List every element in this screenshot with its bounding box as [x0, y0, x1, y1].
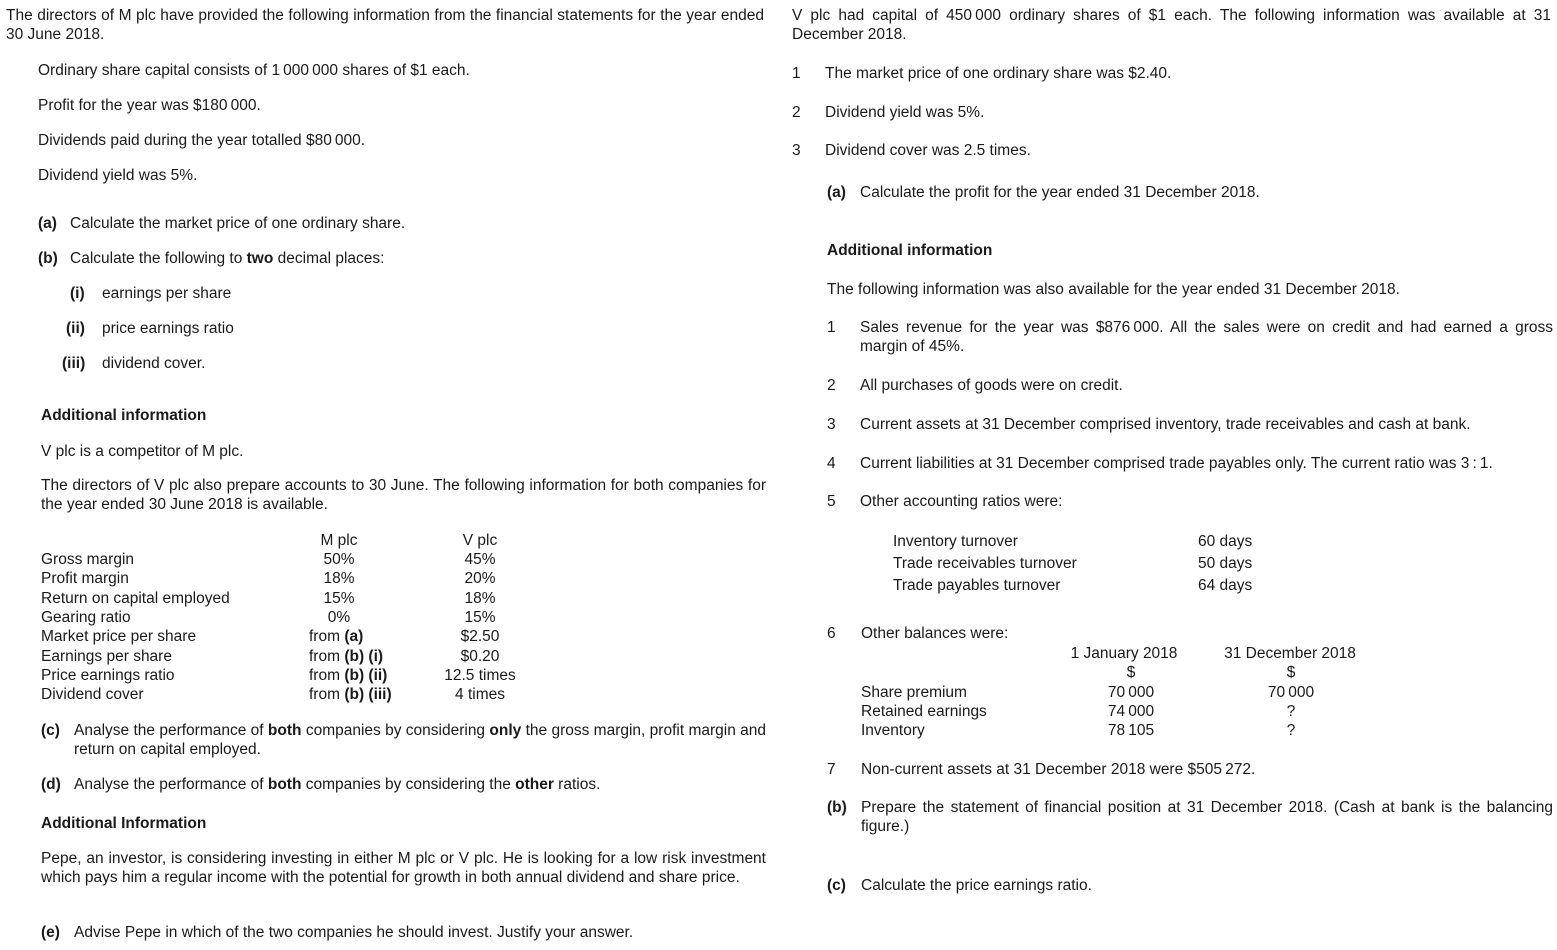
balances-cur2: $	[1286, 664, 1296, 681]
subquestion-ii: (ii) price earnings ratio	[66, 320, 234, 337]
question-label: (b)	[827, 799, 847, 816]
fact-dividends: Dividends paid during the year totalled $80 000.	[38, 132, 366, 149]
question-c-right: (c) Calculate the price earnings ratio.	[827, 877, 1092, 894]
question-b-right-text: Prepare the statement of financial position at 31 December 2018. (Cash at bank is the balancing figure.)	[861, 799, 1553, 835]
subquestion-iii: (iii) dividend cover.	[62, 355, 206, 372]
directors-v-text: The directors of V plc also prepare accounts to 30 June. The following information for both companies for the year ended 30 June 2018 is available.	[41, 477, 766, 513]
question-text: Calculate the market price of one ordinary share.	[70, 215, 406, 232]
table-header-m: M plc	[320, 532, 358, 549]
also-text: The following information was also available for the year ended 31 December 2018.	[827, 281, 1400, 298]
list-item: 1 Sales revenue for the year was $876 000. All the sales were on credit and had earned a gross margin of 45%.	[827, 319, 1553, 355]
table-header-v: V plc	[462, 532, 498, 549]
question-a-right: (a) Calculate the profit for the year ended 31 December 2018.	[827, 184, 1260, 201]
fact-dividend-yield: Dividend yield was 5%.	[38, 167, 198, 184]
question-a-left	[38, 214, 405, 233]
fact-share-capital: Ordinary share capital consists of 1 000 000 shares of $1 each.	[38, 62, 470, 79]
balances-col2-header: 31 December 2018	[1224, 645, 1356, 662]
pepe-text: Pepe, an investor, is considering investing in either M plc or V plc. He is looking for a low risk investment which pays him a regular income with the potential for growth in both annual dividend and share price.	[41, 850, 766, 886]
additional-info-heading-2: Additional Information	[41, 815, 207, 832]
additional-info-heading-right: Additional information	[827, 242, 993, 259]
question-e-left: (e) Advise Pepe in which of the two companies he should invest. Justify your answer.	[41, 924, 634, 941]
subquestion-i: (i) earnings per share	[70, 285, 232, 302]
additional-info-heading-1: Additional information	[41, 407, 207, 424]
question-d-left-text: Analyse the performance of both companies by considering the other ratios.	[74, 776, 601, 793]
question-label: (c)	[41, 722, 60, 739]
balances-cur1: $	[1126, 664, 1136, 681]
question-c-left-text: Analyse the performance of both companies by considering only the gross margin, profit margin and return on capital employed.	[74, 722, 767, 758]
right-intro: V plc had capital of 450 000 ordinary shares of $1 each. The following information was available at 31 December 2018.	[792, 7, 1551, 43]
balances-col1-header: 1 January 2018	[1070, 645, 1178, 662]
question-label: (b)	[38, 250, 58, 267]
question-label: (a)	[38, 215, 57, 232]
left-intro: The directors of M plc have provided the following information from the financial statements for the year ended 30 June 2018.	[6, 7, 764, 43]
question-label: (d)	[41, 776, 61, 793]
fact-profit: Profit for the year was $180 000.	[38, 97, 261, 114]
question-b-left: (b) Calculate the following to two decimal places:	[38, 250, 385, 267]
competitor-text: V plc is a competitor of M plc.	[41, 443, 244, 460]
